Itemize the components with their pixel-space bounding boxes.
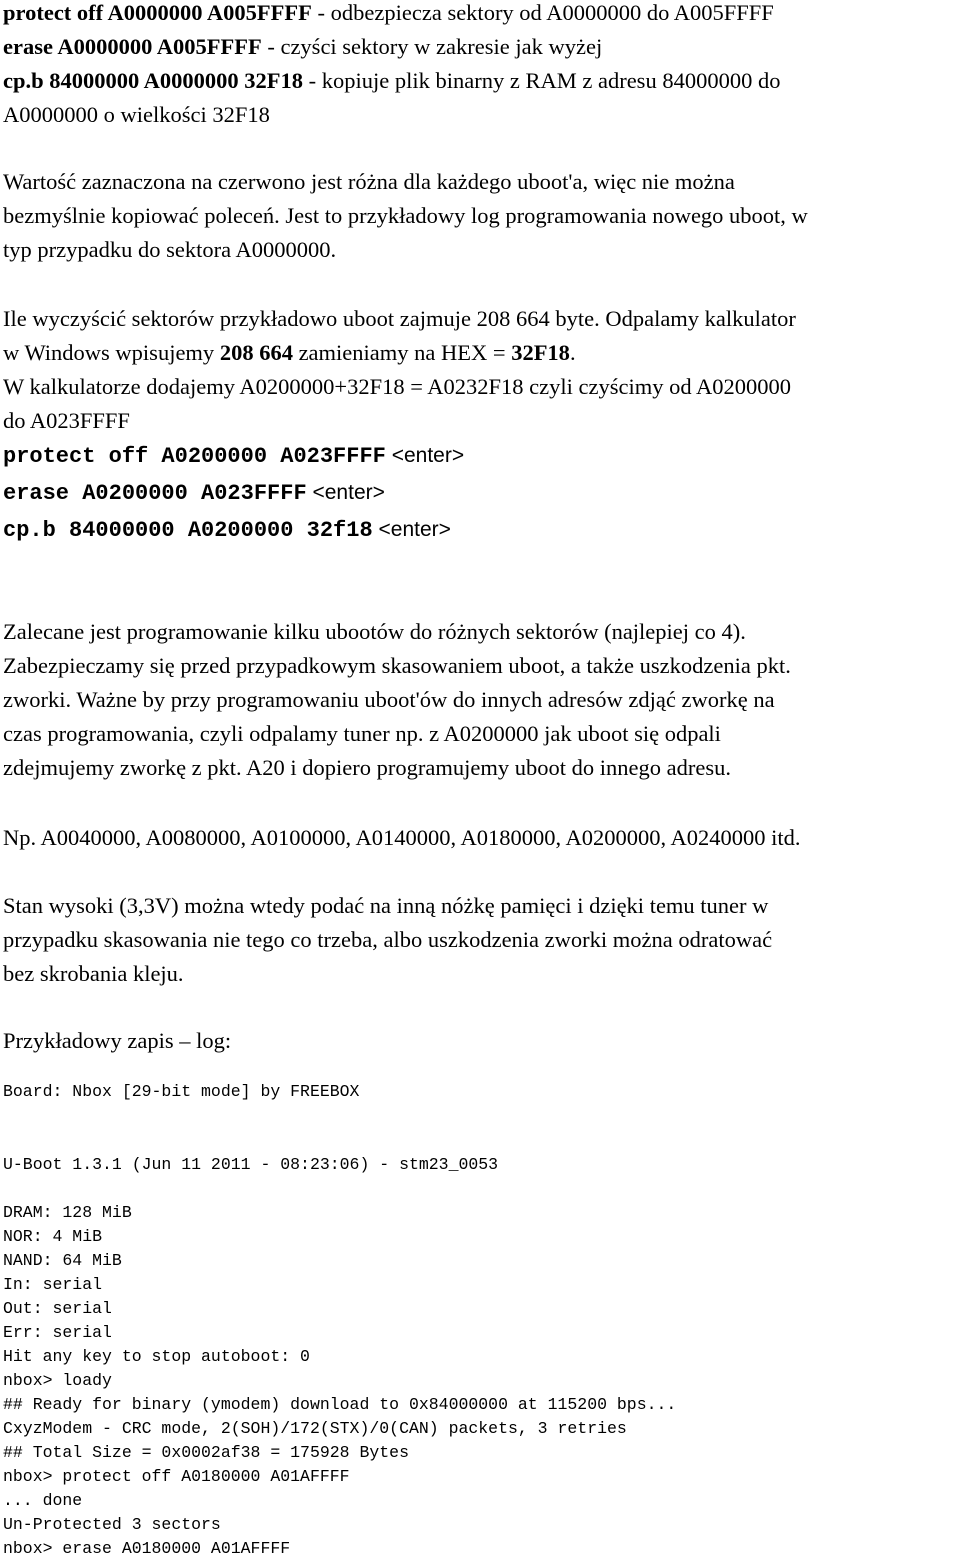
calc-line: do A023FFFF: [3, 408, 130, 433]
log-line: Err: serial: [3, 1323, 112, 1342]
recommend-line: czas programowania, czyli odpalamy tuner np. z A0200000 jak uboot się odpali: [3, 721, 721, 746]
log-line: nbox> loady: [3, 1371, 112, 1390]
note-paragraph: [3, 165, 808, 267]
log-line: CxyzModem - CRC mode, 2(SOH)/172(STX)/0(CAN) packets, 3 retries: [3, 1419, 627, 1438]
log-heading: Przykładowy zapis – log:: [3, 1028, 232, 1053]
calc-line: w Windows wpisujemy 208 664 zamieniamy na HEX = 32F18.: [3, 340, 576, 365]
note-line: Wartość zaznaczona na czerwono jest różna dla każdego uboot'a, więc nie można: [3, 169, 735, 194]
log-board-line: Board: Nbox [29-bit mode] by FREEBOX: [3, 1082, 360, 1101]
calc-line: Ile wyczyścić sektorów przykładowo uboot zajmuje 208 664 byte. Odpalamy kalkulator: [3, 306, 796, 331]
log-line: Un-Protected 3 sectors: [3, 1515, 221, 1534]
calc-paragraph: [3, 302, 796, 438]
log-line: ... done: [3, 1491, 83, 1510]
log-line: nbox> erase A0180000 A01AFFFF: [3, 1539, 291, 1558]
log-line: ## Total Size = 0x0002af38 = 175928 Bytes: [3, 1443, 409, 1462]
recommend-line: Zabezpieczamy się przed przypadkowym skasowaniem uboot, a także uszkodzenia pkt.: [3, 653, 791, 678]
recommend-paragraph: [3, 615, 791, 785]
example-addresses: [3, 821, 801, 855]
log-line: NOR: 4 MiB: [3, 1227, 103, 1246]
command-line-erase: erase A0000000 A005FFFF - czyści sektory w zakresie jak wyżej: [3, 34, 603, 59]
log-line: DRAM: 128 MiB: [3, 1203, 132, 1222]
log-line: Out: serial: [3, 1299, 112, 1318]
log-uboot-line: U-Boot 1.3.1 (Jun 11 2011 - 08:23:06) - stm23_0053: [3, 1155, 499, 1174]
log-line: Hit any key to stop autoboot: 0: [3, 1347, 310, 1366]
command-erase: erase A0200000 A023FFFF <enter>: [3, 481, 385, 506]
command-protect-off: protect off A0200000 A023FFFF <enter>: [3, 444, 465, 469]
note-line: typ przypadku do sektora A0000000.: [3, 237, 337, 262]
log-line: NAND: 64 MiB: [3, 1251, 122, 1270]
command-line-protect: protect off A0000000 A005FFFF - odbezpiecza sektory od A0000000 do A005FFFF: [3, 0, 774, 25]
recommend-line: Zalecane jest programowanie kilku ubootów do różnych sektorów (najlepiej co 4).: [3, 619, 746, 644]
recommend-line: zworki. Ważne by przy programowaniu uboot'ów do innych adresów zdjąć zworkę na: [3, 687, 775, 712]
recommend-line: zdejmujemy zworkę z pkt. A20 i dopiero programujemy uboot do innego adresu.: [3, 755, 731, 780]
command-list: [3, 438, 464, 549]
command-line-copy: cp.b 84000000 A0000000 32F18 - kopiuje plik binarny z RAM z adresu 84000000 do: [3, 68, 781, 93]
log-lines: [3, 1201, 676, 1561]
high-state-line: bez skrobania kleju.: [3, 961, 184, 986]
log-line: In: serial: [3, 1275, 103, 1294]
note-line: bezmyślnie kopiować poleceń. Jest to przykładowy log programowania nowego uboot, w: [3, 203, 808, 228]
top-commands: [3, 0, 780, 132]
high-state-paragraph: [3, 889, 772, 991]
command-copy: cp.b 84000000 A0200000 32f18 <enter>: [3, 518, 451, 543]
high-state-line: przypadku skasowania nie tego co trzeba, albo uszkodzenia zworki można odratować: [3, 927, 773, 952]
log-line: ## Ready for binary (ymodem) download to 0x84000000 at 115200 bps...: [3, 1395, 677, 1414]
command-line-copy-cont: A0000000 o wielkości 32F18: [3, 102, 270, 127]
calc-line: W kalkulatorze dodajemy A0200000+32F18 = A0232F18 czyli czyścimy od A0200000: [3, 374, 791, 399]
example-line: Np. A0040000, A0080000, A0100000, A0140000, A0180000, A0200000, A0240000 itd.: [3, 825, 801, 850]
high-state-line: Stan wysoki (3,3V) można wtedy podać na inną nóżkę pamięci i dzięki temu tuner w: [3, 893, 769, 918]
log-line: nbox> protect off A0180000 A01AFFFF: [3, 1467, 350, 1486]
